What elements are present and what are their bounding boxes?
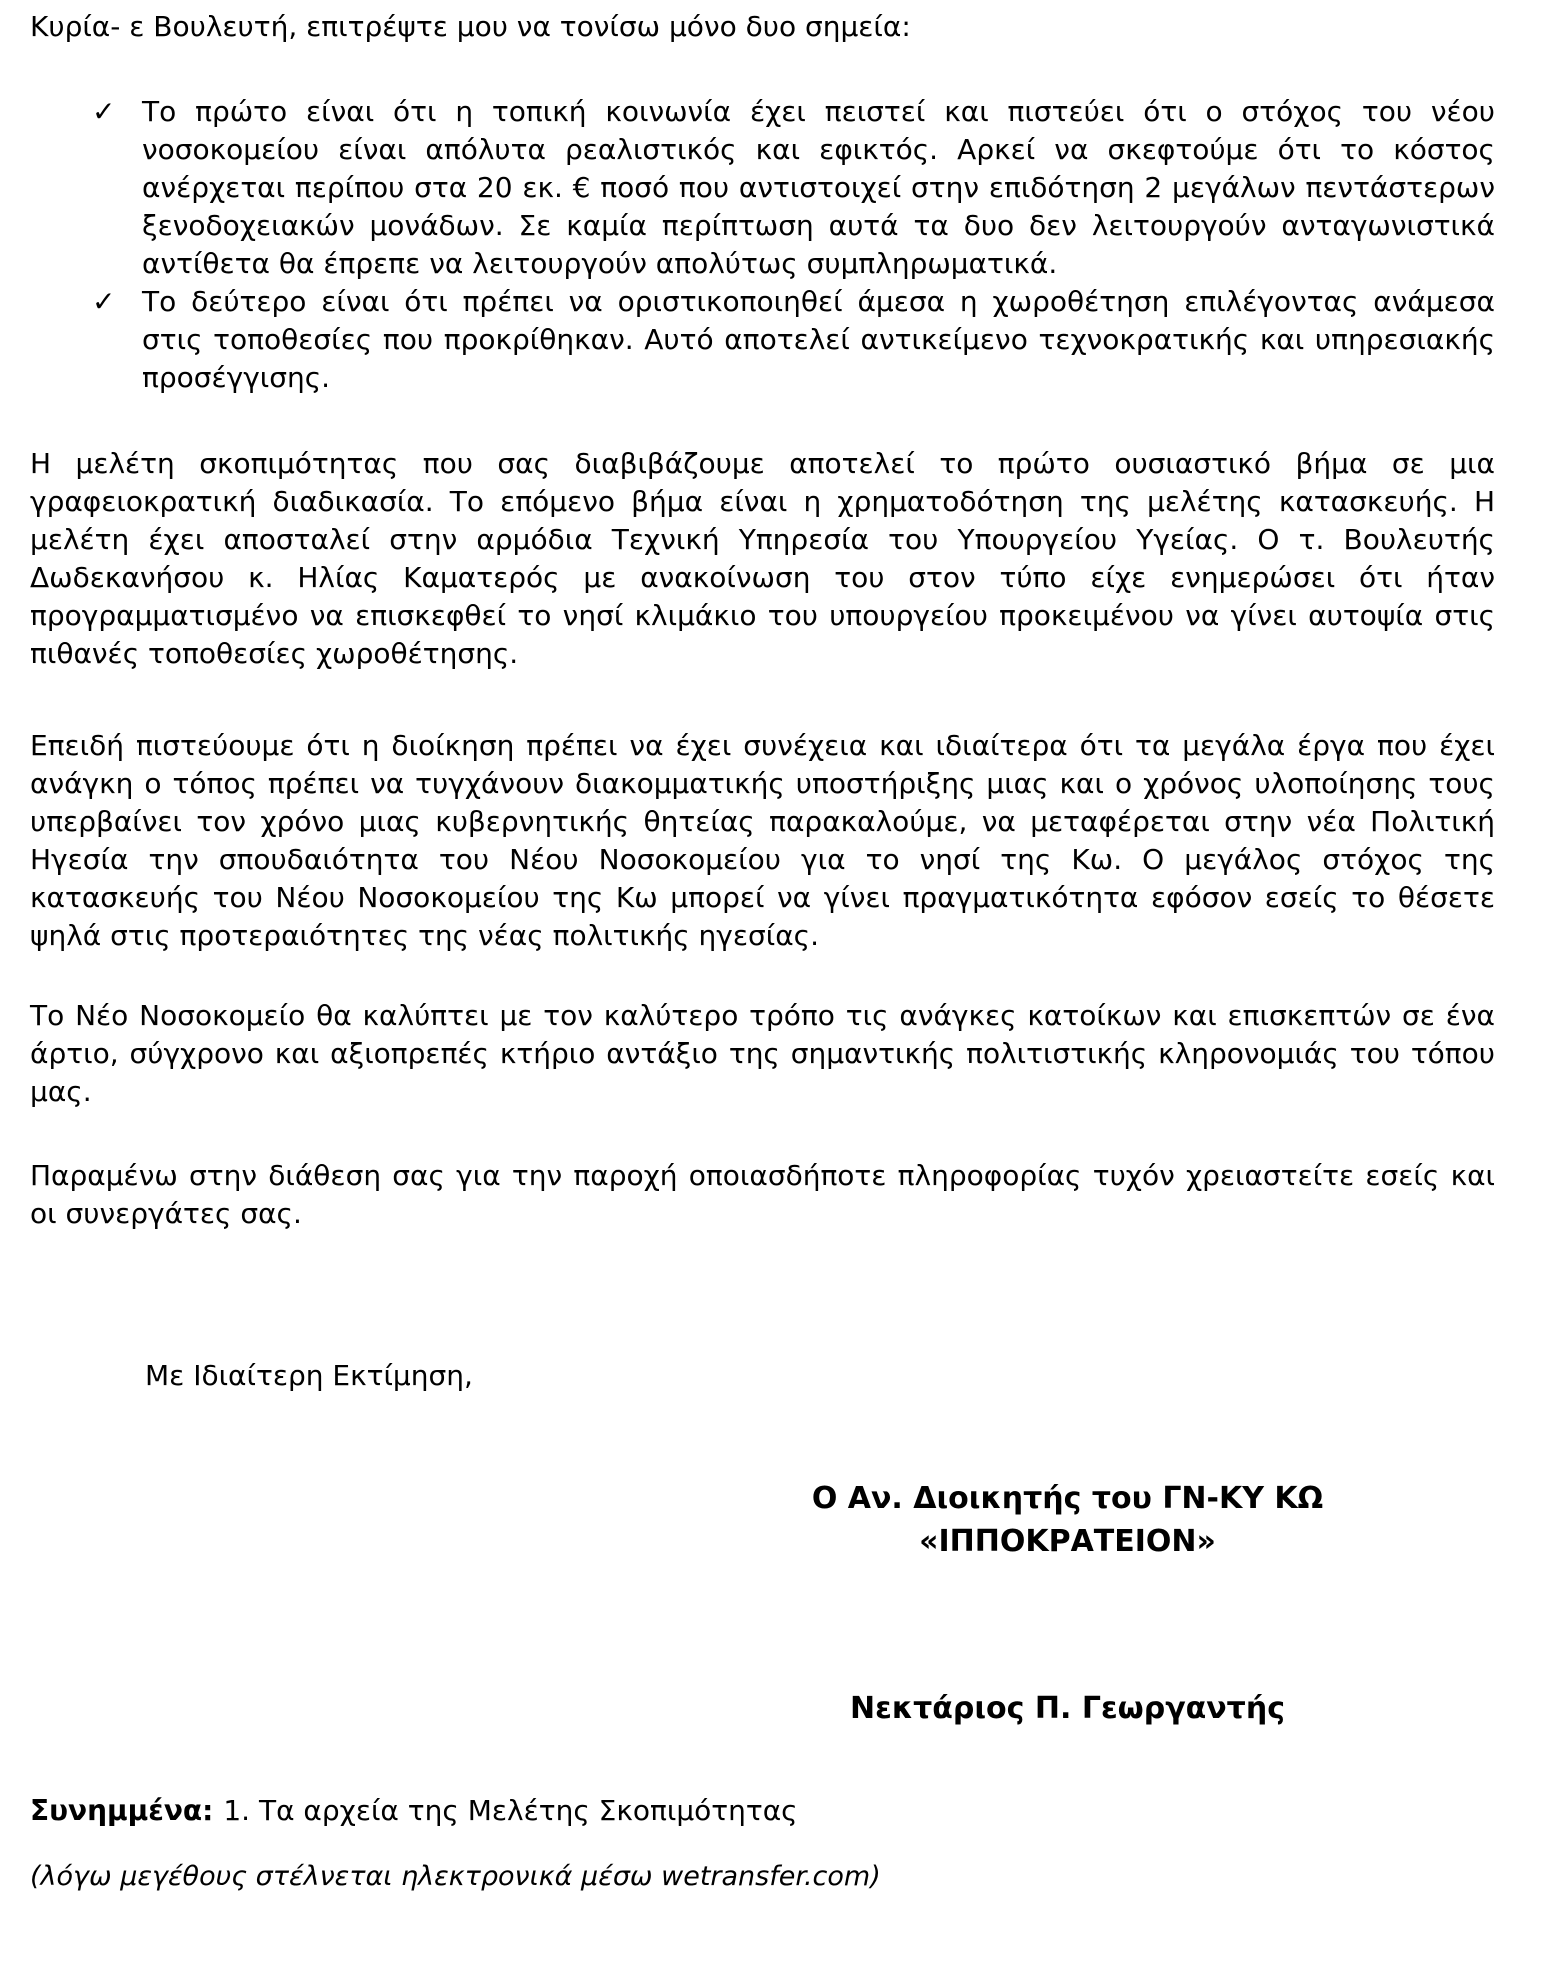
signer-role-line: Ο Αν. Διοικητής του ΓΝ-ΚΥ ΚΩ [811,1481,1324,1516]
bullet-item-text: Το δεύτερο είναι ότι πρέπει να οριστικοποιηθεί άμεσα η χωροθέτηση επιλέγοντας ανάμεσα στις τοποθεσίες που προκρίθηκαν. Αυτό αποτελεί αντικείμενο τεχνοκρατικής και υπηρεσιακής προσέγγισης. [142,285,1495,394]
attachments-value: 1. Τα αρχεία της Μελέτης Σκοπιμότητας [223,1794,798,1827]
paragraph-availability: Παραμένω στην διάθεση σας για την παροχή οποιασδήποτε πληροφορίας τυχόν χρειαστείτε εσείς και οι συνεργάτες σας. [30,1159,1495,1230]
paragraph-continuity-request: Επειδή πιστεύουμε ότι η διοίκηση πρέπει να έχει συνέχεια και ιδιαίτερα ότι τα μεγάλα έργα που έχει ανάγκη ο τόπος πρέπει να τυγχάνουν διακομματικής υποστήριξης μιας και ο χρόνος υλοποίησης τους υπερβαίνει τον χρόνο μιας κυβερνητικής θητείας παρακαλούμε, να μεταφέρεται στην νέα Πολιτική Ηγεσία την σπουδαιότητα του Νέου Νοσοκομείου για το νησί της Κω. Ο μεγάλος στόχος της κατασκευής του Νέου Νοσοκομείου της Κω μπορεί να γίνει πραγματικότητα εφόσον εσείς το θέσετε ψηλά στις προτεραιότητες της νέας πολιτικής ηγεσίας. [30,729,1495,952]
closing-salutation: Με Ιδιαίτερη Εκτίμηση, [145,1359,473,1392]
paragraph-new-hospital-benefits: Το Νέο Νοσοκομείο θα καλύπτει με τον καλύτερο τρόπο τις ανάγκες κατοίκων και επισκεπτών σε ένα άρτιο, σύγχρονο και αξιοπρεπές κτήριο αντάξιο της σημαντικής πολιτιστικής κληρονομιάς του τόπου μας. [30,999,1495,1108]
signer-organization-line: «ΙΠΠΟΚΡΑΤΕΙΟΝ» [919,1524,1216,1559]
bullet-item-text: Το πρώτο είναι ότι η τοπική κοινωνία έχει πειστεί και πιστεύει ότι ο στόχος του νέου νοσοκομείου είναι απόλυτα ρεαλιστικός και εφικτός. Αρκεί να σκεφτούμε ότι το κόστος ανέρχεται περίπου στα 20 εκ. € ποσό που αντιστοιχεί στην επιδότηση 2 μεγάλων πεντάστερων ξενοδοχειακών μονάδων. Σε καμία περίπτωση αυτά τα δυο δεν λειτουργούν ανταγωνιστικά αντίθετα θα έπρεπε να λειτουργούν απολύτως συμπληρωματικά. [142,95,1495,280]
checkmark-bullet-icon: ✓ [92,285,116,318]
attachments-label: Συνημμένα: [30,1794,214,1827]
signer-name: Νεκτάριος Π. Γεωργαντής [850,1691,1285,1726]
checkmark-bullet-icon: ✓ [92,95,116,128]
bullet-item-first-point [92,93,1495,283]
paragraph-feasibility-study: Η μελέτη σκοπιμότητας που σας διαβιβάζουμε αποτελεί το πρώτο ουσιαστικό βήμα σε μια γραφειοκρατική διαδικασία. Το επόμενο βήμα είναι η χρηματοδότηση της μελέτης κατασκευής. Η μελέτη έχει αποσταλεί στην αρμόδια Τεχνική Υπηρεσία του Υπουργείου Υγείας. Ο τ. Βουλευτής Δωδεκανήσου κ. Ηλίας Καματερός με ανακοίνωση του στον τύπο είχε ενημερώσει ότι ήταν προγραμματισμένο να επισκεφθεί το νησί κλιμάκιο του υπουργείου προκειμένου να γίνει αυτοψία στις πιθανές τοποθεσίες χωροθέτησης. [30,447,1495,670]
bullet-list [92,93,1495,397]
salutation-line: Κυρία- ε Βουλευτή, επιτρέψτε μου να τονίσω μόνο δυο σημεία: [30,10,911,43]
attachments-line [30,1792,1495,1830]
signature-title-block [640,1477,1495,1563]
bullet-item-second-point [92,283,1495,397]
attachments-delivery-note: (λόγω μεγέθους στέλνεται ηλεκτρονικά μέσω wetransfer.com) [30,1861,881,1892]
